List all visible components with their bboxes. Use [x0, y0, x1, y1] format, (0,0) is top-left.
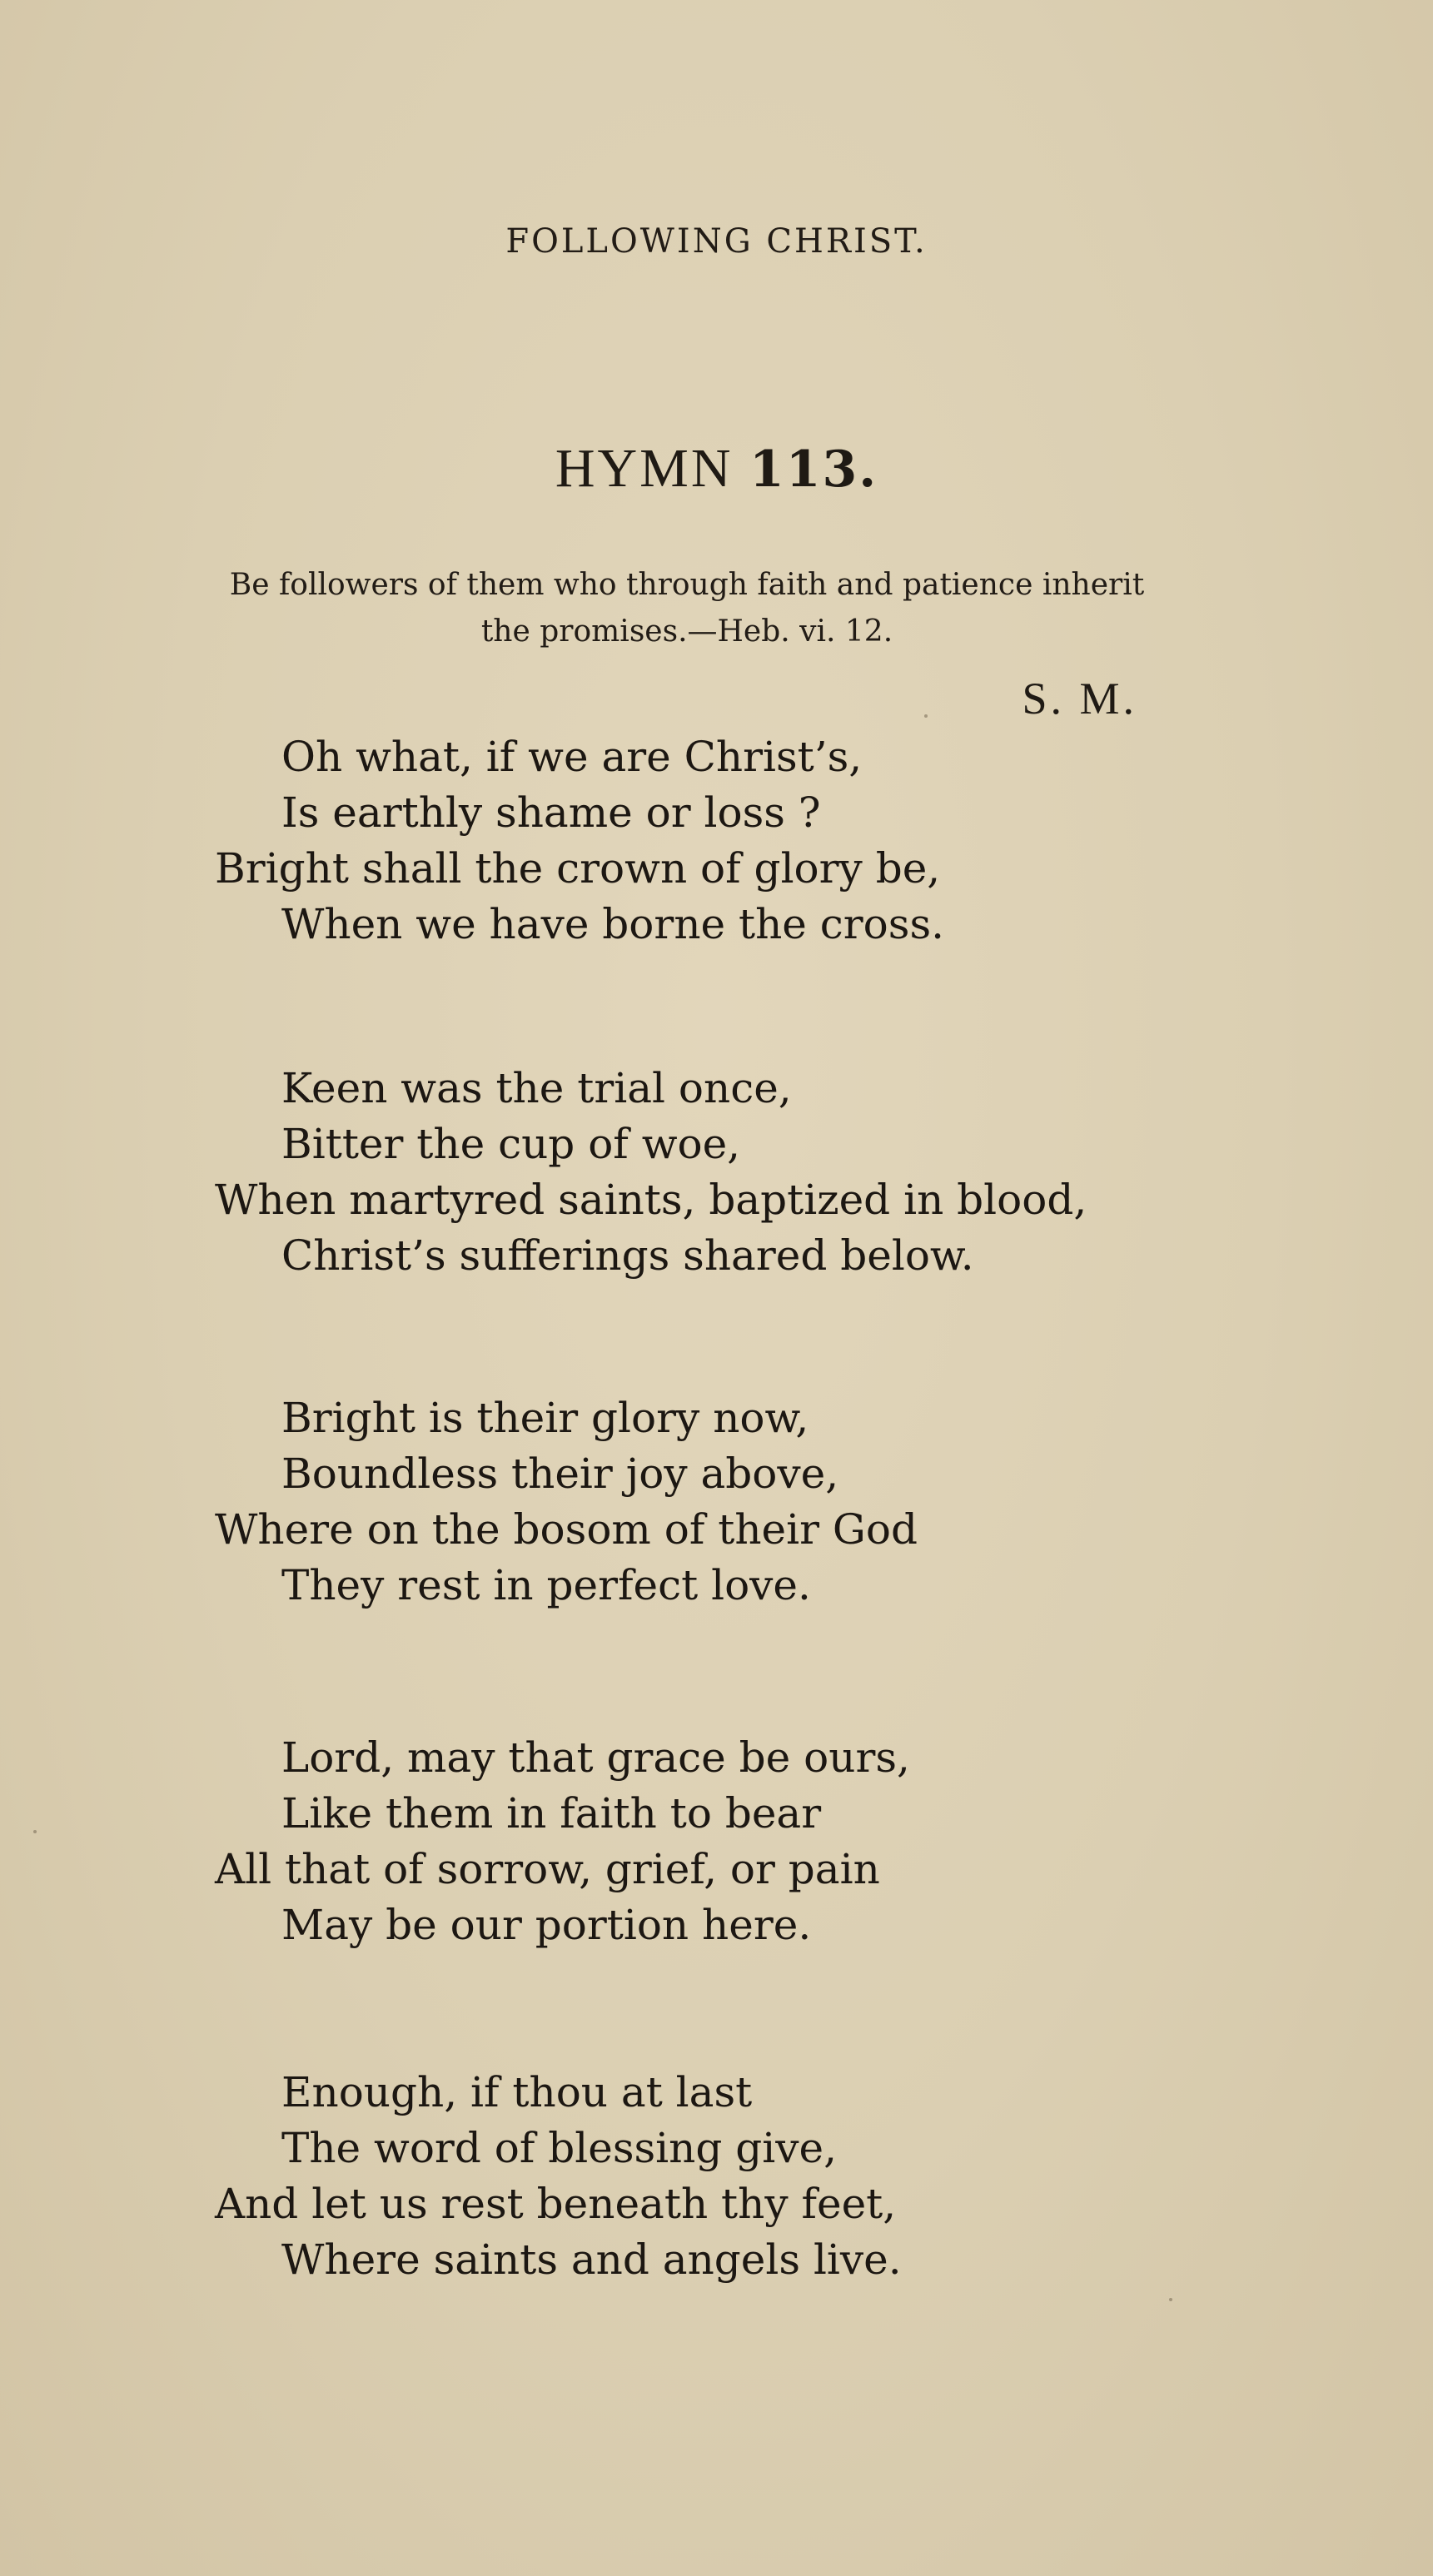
verse-line: And let us rest beneath thy feet,	[215, 2180, 897, 2228]
paper-speck	[33, 1830, 37, 1833]
verse-line: Boundless their joy above,	[281, 1450, 839, 1498]
hymn-number: 113.	[749, 440, 878, 499]
stanza-2	[215, 1061, 1214, 1284]
stanza-1	[215, 729, 1214, 952]
verse-line: They rest in perfect love.	[281, 1561, 811, 1609]
verse-line: The word of blessing give,	[281, 2124, 837, 2172]
paper-speck	[1169, 2298, 1172, 2301]
verse-line: Christ’s sufferings shared below.	[281, 1231, 974, 1280]
verse-line: Where saints and angels live.	[281, 2235, 902, 2284]
verse-line: Oh what, if we are Christ’s,	[281, 733, 863, 781]
meter-marking: S. M.	[1022, 674, 1137, 724]
verse-line: Like them in faith to bear	[281, 1789, 822, 1838]
verse-line: When we have borne the cross.	[281, 900, 944, 948]
verse-line: Where on the bosom of their God	[215, 1505, 918, 1554]
verse-line: All that of sorrow, grief, or pain	[215, 1845, 880, 1893]
running-head: FOLLOWING CHRIST.	[505, 222, 928, 261]
verse-line: Keen was the trial once,	[281, 1064, 792, 1112]
verse-line: Bright is their glory now,	[281, 1394, 809, 1442]
verse-line: Enough, if thou at last	[281, 2068, 753, 2116]
stanza-5	[215, 2065, 1214, 2288]
scripture-epigraph	[171, 562, 1203, 655]
verse-line: When martyred saints, baptized in blood,	[215, 1176, 1087, 1224]
epigraph-line-1: Be followers of them who through faith and patience inherit	[229, 568, 1145, 602]
verse-line: Is earthly shame or loss ?	[281, 788, 821, 837]
verse-line: Lord, may that grace be ours,	[281, 1733, 910, 1782]
stanza-3	[215, 1390, 1214, 1614]
verse-line: Bitter the cup of woe,	[281, 1120, 741, 1168]
epigraph-line-2: the promises.—Heb. vi. 12.	[480, 614, 893, 649]
verse-line: Bright shall the crown of glory be,	[215, 844, 941, 893]
hymn-title	[0, 438, 1433, 499]
hymn-label: HYMN	[555, 438, 734, 499]
paper-speck	[924, 714, 928, 718]
verse-line: May be our portion here.	[281, 1901, 812, 1949]
stanza-4	[215, 1730, 1214, 1953]
